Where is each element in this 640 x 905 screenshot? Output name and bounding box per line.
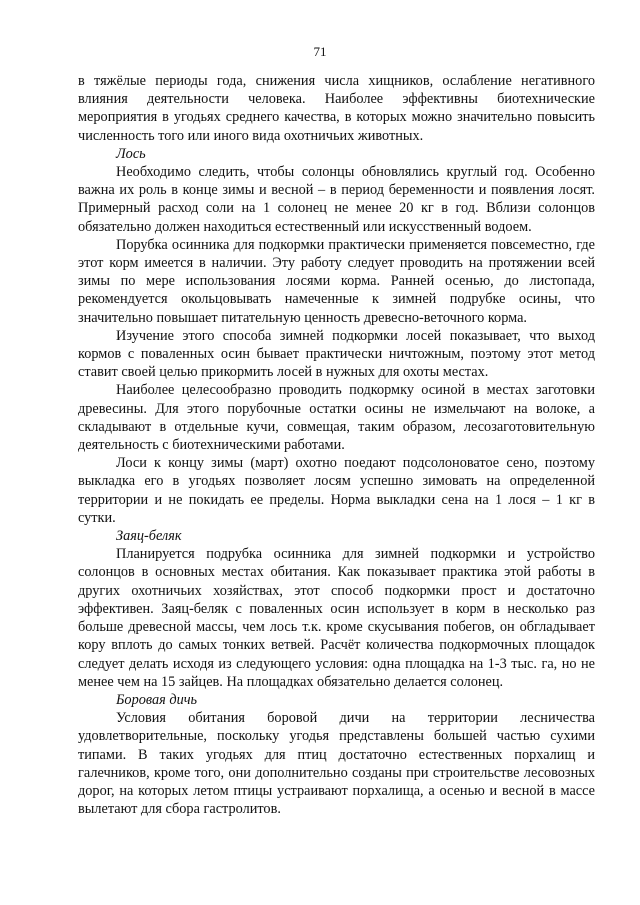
section-heading-hare: Заяц-беляк	[116, 528, 182, 545]
moose-paragraph-4: Наиболее целесообразно проводить подкормку осиной в местах заготовки древесины. Для этого порубочные остатки осины не измельчают на волоке, а складывают в отдельные кучи, совмещая, таким образом, лесозаготовительную деятельность с биотехническими работами.	[78, 382, 595, 454]
intro-paragraph: в тяжёлые периоды года, снижения числа хищников, ослабление негативного влияния деятельности человека. Наиболее эффективны биотехнические мероприятия в угодьях среднего качества, в которых можно значительно повысить численность того или иного вида охотничьих животных.	[78, 73, 595, 144]
moose-paragraph-3: Изучение этого способа зимней подкормки лосей показывает, что выход кормов с поваленных осин бывает практически ничтожным, поэтому этот метод ставит своей целью прикормить лосей в нужных для охоты местах.	[78, 327, 595, 381]
forest-game-paragraph-1: Условия обитания боровой дичи на территории лесничества удовлетворительные, поскольку угодья представлены большей частью сухими типами. В таких угодьях для птиц достаточно естественных порхалищ и галечников, кроме того, они дополнительно созданы при строительстве лесовозных дорог, на которых летом птицы устраивают порхалища, а осенью и весной в массе вылетают для сбора гастролитов.	[78, 710, 595, 818]
moose-paragraph-5: Лоси к концу зимы (март) охотно поедают подсолоноватое сено, поэтому выкладка его в угодьях позволяет лосям успешно зимовать на определенной территории и не покидать ее пределы. Норма выкладки сена на 1 лося – 1 кг в сутки.	[78, 455, 595, 526]
moose-paragraph-1: Необходимо следить, чтобы солонцы обновлялись круглый год. Особенно важна их роль в конце зимы и весной – в период беременности и появления лосят. Примерный расход соли на 1 солонец не менее 20 кг в год. Вблизи солонцов обязательно должен находиться естественный или искусственный водоем.	[78, 164, 595, 235]
hare-paragraph-1: Планируется подрубка осинника для зимней подкормки и устройство солонцов в основных местах обитания. Как показывает практика этой работы в других охотничьих хозяйствах, этот способ подкормки прост и достаточно эффективен. Заяц-беляк с поваленных осин использует в корм в несколько раз больше древесной массы, чем лось т.к. кроме скусывания побегов, он обгладывает кору вплоть до самых тонких ветвей. Расчёт количества подкормочных площадок следует делать исходя из следующего условия: одна площадка на 1-3 тыс. га, но не менее чем на 15 зайцев. На площадках обязательно делается солонец.	[78, 546, 595, 690]
section-heading-moose: Лось	[116, 145, 146, 162]
section-heading-forest-game: Боровая дичь	[116, 691, 198, 708]
moose-paragraph-2: Порубка осинника для подкормки практически применяется повсеместно, где этот корм имеется в наличии. Эту работу следует проводить на протяжении всей зимы по мере использования лосями корма. Ранней осенью, до листопада, рекомендуется окольцовывать намеченные к зимней подрубке осины, что значительно повышает питательную ценность древесно-веточного корма.	[78, 236, 595, 326]
document-body	[78, 72, 595, 818]
page-number: 71	[313, 44, 327, 59]
